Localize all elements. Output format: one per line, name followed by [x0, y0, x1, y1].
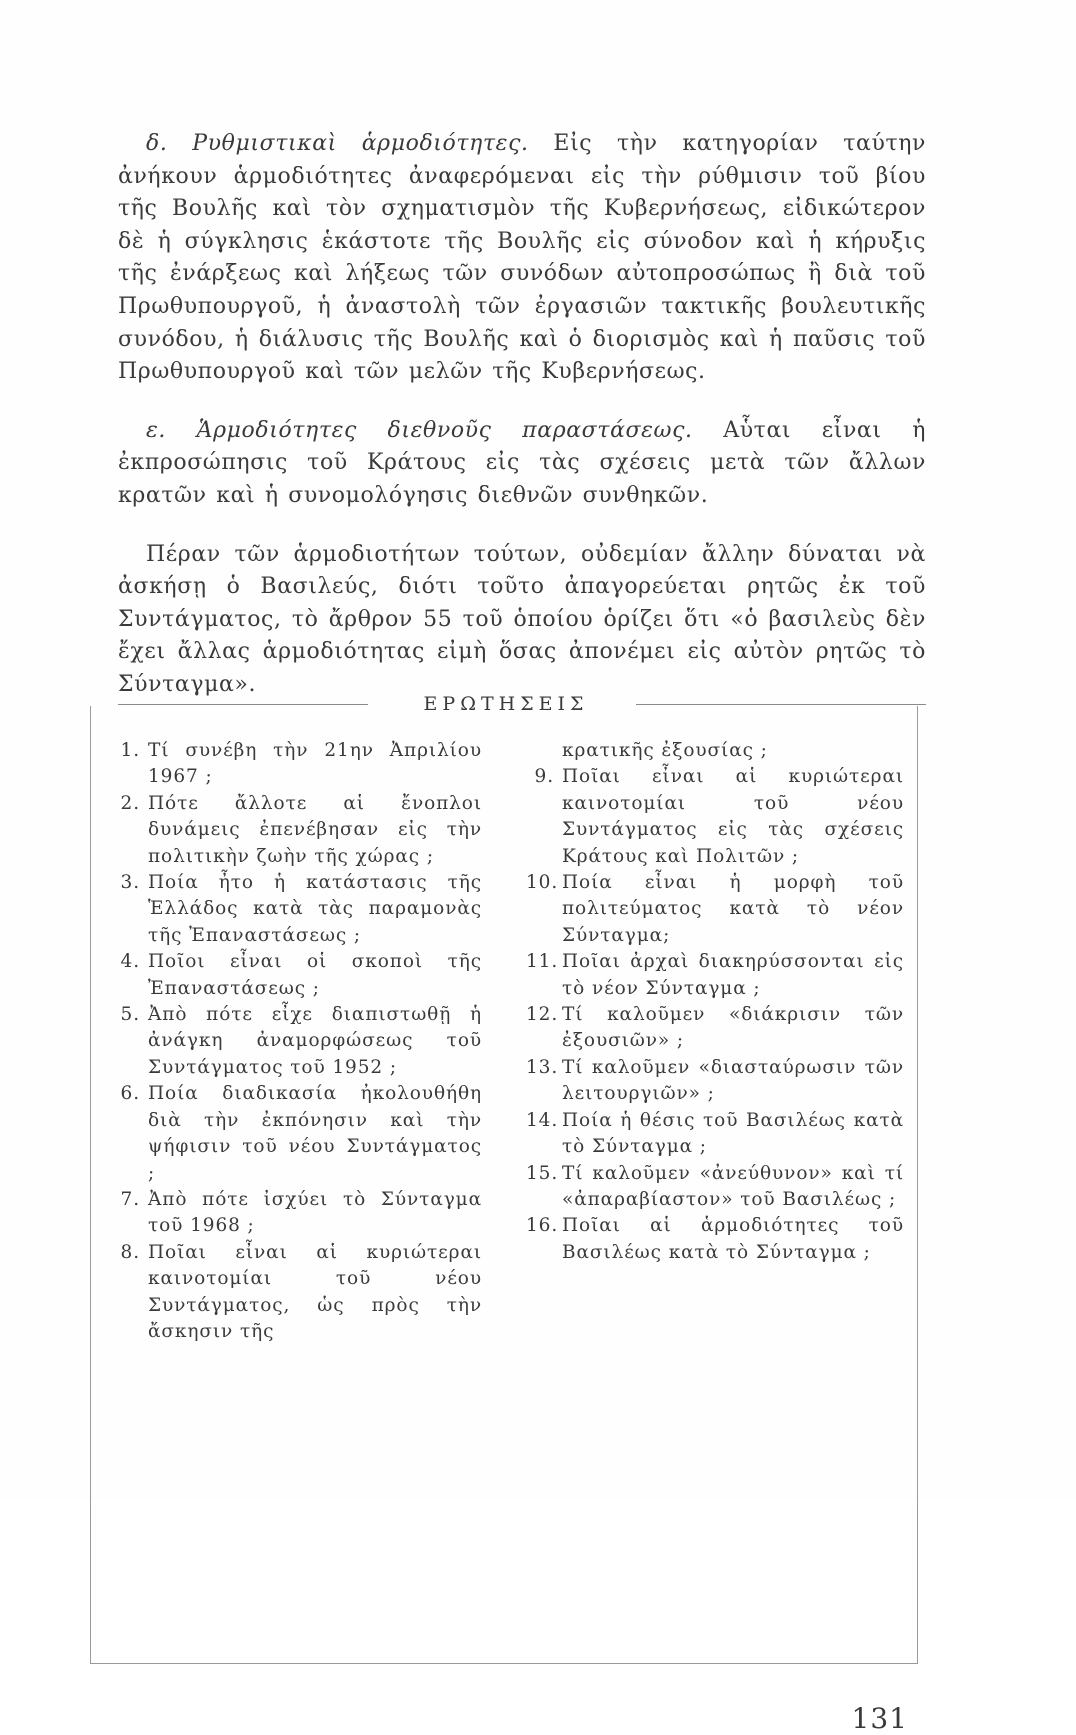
- question-number: 12.: [526, 1004, 559, 1026]
- question-text: Ποία ἡ θέσις τοῦ Βασιλέως κατὰ τὸ Σύνταγμα ;: [562, 1109, 904, 1158]
- paragraph-d-label: δ. Ρυθμιστικαὶ ἁρμοδιότητες.: [146, 131, 529, 156]
- question-number: 4.: [120, 951, 140, 973]
- question-item: [112, 870, 482, 949]
- question-number: 16.: [526, 1215, 559, 1237]
- question-item: [526, 1002, 904, 1055]
- heading-rule-left: [118, 704, 368, 705]
- question-item: [526, 764, 904, 870]
- question-item: [112, 738, 482, 791]
- question-text: Πότε ἄλλοτε αἱ ἔνοπλοι δυνάμεις ἐπενέβησαν εἰς τὴν πολιτικὴν ζωὴν τῆς χώρας ;: [148, 792, 482, 867]
- question-item: [526, 1108, 904, 1161]
- question-text: Τί καλοῦμεν «ἀνεύθυνον» καὶ τί «ἀπαραβίαστον» τοῦ Βασιλέως ;: [562, 1162, 904, 1210]
- body-text: [118, 128, 926, 702]
- question-number: 1.: [120, 740, 140, 761]
- page-number: 131: [851, 1702, 908, 1735]
- questions-right-column: [526, 738, 904, 1266]
- paragraph-e: [118, 415, 926, 513]
- question-item: [112, 1240, 482, 1346]
- question-text: Τί συνέβη τὴν 21ην Ἀπριλίου 1967 ;: [148, 740, 482, 788]
- question-continuation: κρατικῆς ἐξουσίας ;: [562, 740, 768, 761]
- question-number: 5.: [120, 1004, 140, 1026]
- question-text: Τί καλοῦμεν «διασταύρωσιν τῶν λειτουργιῶν» ;: [562, 1056, 904, 1105]
- question-number: 14.: [526, 1109, 559, 1131]
- question-item: [112, 1081, 482, 1187]
- paragraph-e-label: ε. Ἁρμοδιότητες διεθνοῦς παραστάσεως.: [146, 417, 693, 443]
- question-number: 6.: [120, 1083, 140, 1105]
- question-number: 7.: [120, 1188, 140, 1210]
- question-number: 13.: [526, 1056, 559, 1078]
- question-number: 15.: [526, 1162, 559, 1184]
- question-item: [112, 791, 482, 870]
- question-number: 2.: [120, 792, 140, 814]
- paragraph-d: [118, 128, 926, 389]
- heading-rule-right: [636, 704, 926, 705]
- question-text: Ποία ἦτο ἡ κατάστασις τῆς Ἑλλάδος κατὰ τὰς παραμονὰς τῆς Ἐπαναστάσεως ;: [148, 872, 482, 946]
- question-item: [112, 949, 482, 1002]
- question-item: [526, 870, 904, 949]
- question-number: 10.: [526, 872, 559, 894]
- question-text: Ποῖαι εἶναι αἱ κυριώτεραι καινοτομίαι τοῦ νέου Συντάγματος, ὡς πρὸς τὴν ἄσκησιν τῆς: [148, 1241, 482, 1342]
- question-text: Ποία εἶναι ἡ μορφὴ τοῦ πολιτεύματος κατὰ τὸ νέον Σύνταγμα;: [562, 872, 904, 946]
- question-text: Τί καλοῦμεν «διάκρισιν τῶν ἐξουσιῶν» ;: [562, 1004, 904, 1052]
- question-item: [526, 1055, 904, 1108]
- question-number: 9.: [534, 766, 554, 788]
- paragraph-d-text: Εἰς τὴν κατηγορίαν ταύτην ἀνήκουν ἁρμοδιότητες ἀναφερόμεναι εἰς τὴν ρύθμισιν τοῦ βίου τῆς Βουλῆς καὶ τὸν σχηματισμὸν τῆς Κυβερνήσεως, εἰδικώτερον δὲ ἡ σύγκλησις ἑκάστοτε τῆς Βουλῆς εἰς σύνοδον καὶ ἡ κήρυξις τῆς ἐνάρξεως καὶ λήξεως τῶν συνόδων αὐτοπροσώπως ἢ διὰ τοῦ Πρωθυπουργοῦ, ἡ ἀναστολὴ τῶν ἐργασιῶν τακτικῆς βουλευτικῆς συνόδου, ἡ διάλυσις τῆς Βουλῆς καὶ ὁ διορισμὸς καὶ ἡ παῦσις τοῦ Πρωθυπουργοῦ καὶ τῶν μελῶν τῆς Κυβερνήσεως.: [118, 131, 927, 385]
- paragraph-e-text: Αὗται εἶναι ἡ ἐκπροσώπησις τοῦ Κράτους εἰς τὰς σχέσεις μετὰ τῶν ἄλλων κρατῶν καὶ ἡ συνομολόγησις διεθνῶν συνθηκῶν.: [118, 417, 926, 508]
- question-text: Ποῖαι αἱ ἁρμοδιότητες τοῦ Βασιλέως κατὰ τὸ Σύνταγμα ;: [562, 1215, 904, 1263]
- question-number: 11.: [526, 951, 559, 973]
- questions-left-column: [112, 738, 482, 1345]
- question-text: Ποία διαδικασία ἠκολουθήθη διὰ τὴν ἐκπόνησιν καὶ τὴν ψήφισιν τοῦ νέου Συντάγματος ;: [148, 1083, 482, 1184]
- question-number: 3.: [120, 872, 140, 894]
- question-text: Ἀπὸ πότε εἶχε διαπιστωθῇ ἡ ἀνάγκη ἀναμορφώσεως τοῦ Συντάγματος τοῦ 1952 ;: [148, 1004, 482, 1078]
- question-text: Ποῖαι εἶναι αἱ κυριώτεραι καινοτομίαι τοῦ νέου Συντάγματος εἰς τὰς σχέσεις Κράτους καὶ Πολιτῶν ;: [562, 766, 904, 867]
- question-item: [526, 1161, 904, 1214]
- question-item: [112, 1187, 482, 1240]
- question-item: [526, 1213, 904, 1266]
- paragraph-closing: Πέραν τῶν ἁρμοδιοτήτων τούτων, οὐδεμίαν ἄλλην δύναται νὰ ἀσκήσῃ ὁ Βασιλεύς, διότι τοῦτο ἀπαγορεύεται ρητῶς ἐκ τοῦ Συντάγματος, τὸ ἄρθρον 55 τοῦ ὁποίου ὁρίζει ὅτι «ὁ βασιλεὺς δὲν ἔχει ἄλλας ἁρμοδιότητας εἰμὴ ὅσας ἀπονέμει εἰς αὐτὸν ρητῶς τὸ Σύνταγμα».: [118, 541, 926, 697]
- questions-heading: ΕΡΩΤΗΣΕΙΣ: [423, 693, 589, 715]
- question-item: [526, 949, 904, 1002]
- question-text: Ποῖαι ἀρχαὶ διακηρύσσονται εἰς τὸ νέον Σύνταγμα ;: [562, 951, 904, 999]
- question-text: Ἀπὸ πότε ἰσχύει τὸ Σύνταγμα τοῦ 1968 ;: [148, 1188, 482, 1237]
- question-item: [112, 1002, 482, 1081]
- question-number: 8.: [120, 1241, 140, 1263]
- questions-heading-row: [118, 690, 926, 718]
- question-text: Ποῖοι εἶναι οἱ σκοποὶ τῆς Ἐπαναστάσεως ;: [148, 951, 482, 999]
